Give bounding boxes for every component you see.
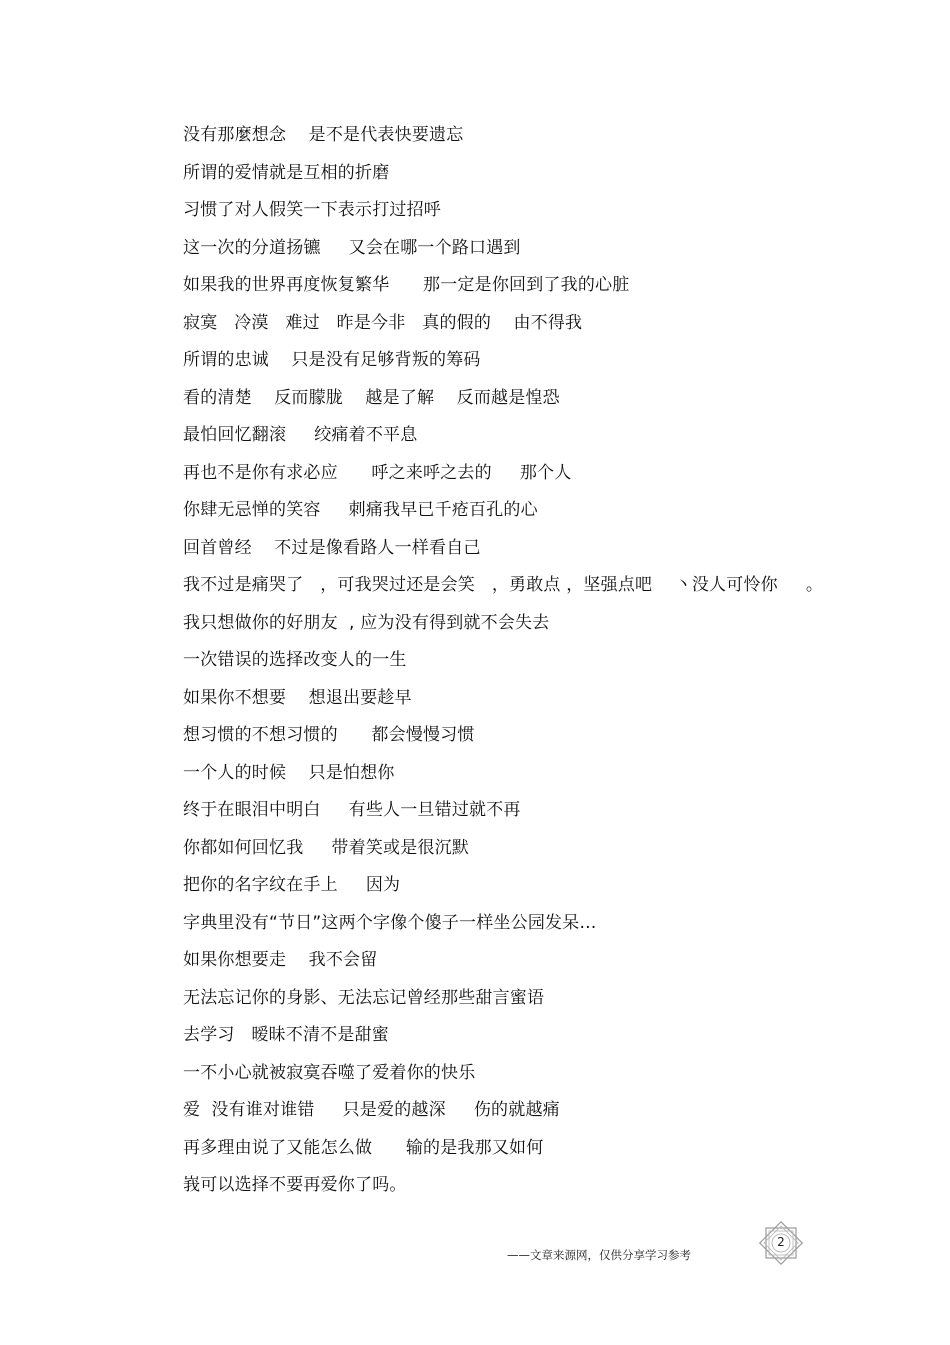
- text-line: 如果你想要走 我不会留: [183, 950, 378, 970]
- text-line: 所谓的忠诚 只是没有足够背叛的筹码: [183, 350, 481, 370]
- text-line: 再也不是你有求必应 呼之来呼之去的 那个人: [183, 462, 572, 483]
- text-line: 终于在眼泪中明白 有些人一旦错过就不再: [183, 800, 521, 820]
- text-line: 想习惯的不想习惯的 都会慢慢习惯: [183, 725, 475, 745]
- text-line: 爱 没有谁对谁错 只是爱的越深 伤的就越痛: [183, 1100, 560, 1120]
- text-line: 一不小心就被寂寞吞噬了爱着你的快乐: [183, 1062, 476, 1083]
- text-line: 字典里没有“节日”这两个字像个傻子一样坐公园发呆…: [183, 912, 597, 933]
- text-line: 去学习 暧昧不清不是甜蜜: [183, 1025, 390, 1045]
- text-line: 无法忘记你的身影、无法忘记曾经那些甜言蜜语: [183, 987, 545, 1008]
- poem-lines: [183, 120, 923, 1208]
- text-line: 如果你不想要 想退出要趁早: [183, 687, 412, 708]
- text-line: 这一次的分道扬镳 又会在哪一个路口遇到: [183, 237, 521, 258]
- text-line: 习惯了对人假笑一下表示打过招呼: [183, 200, 441, 220]
- text-line: 一个人的时候 只是怕想你: [183, 762, 395, 783]
- text-line: 你都如何回忆我 带着笑或是很沉默: [183, 837, 470, 858]
- text-line: 所谓的爱情就是互相的折磨: [183, 162, 390, 183]
- text-line: 我不过是痛哭了 ，可我哭过还是会笑 ，勇敢点 ，坚强点吧 丶没人可怜你 。: [183, 575, 824, 595]
- page-number-badge: [757, 1219, 805, 1267]
- text-line: 峩可以选择不要再爱你了吗。: [183, 1175, 407, 1195]
- text-line: 没有那麼想念 是不是代表快要遗忘: [183, 125, 464, 145]
- text-line: 寂寞 冷漠 难过 昨是今非 真的假的 由不得我: [183, 312, 583, 333]
- text-line: 如果我的世界再度恢复繁华 那一定是你回到了我的心脏: [183, 275, 630, 295]
- text-line: 把你的名字纹在手上 因为: [183, 875, 401, 895]
- text-line: 我只想做你的好朋友 , 应为没有得到就不会失去: [183, 612, 550, 633]
- text-line: 看的清楚 反而朦胧 越是了解 反而越是惶恐: [183, 387, 560, 408]
- text-line: 最怕回忆翻滚 绞痛着不平息: [183, 425, 418, 445]
- text-line: 一次错误的选择改变人的一生: [183, 650, 407, 670]
- source-note: ——文章来源网，仅供分享学习参考: [507, 1248, 691, 1262]
- text-line: 回首曾经 不过是像看路人一样看自己: [183, 537, 481, 558]
- text-line: 你肆无忌惮的笑容 刺痛我早已千疮百孔的心: [183, 500, 538, 520]
- page-number: 2: [777, 1235, 785, 1249]
- text-line: 再多理由说了又能怎么做 输的是我那又如何: [183, 1137, 544, 1158]
